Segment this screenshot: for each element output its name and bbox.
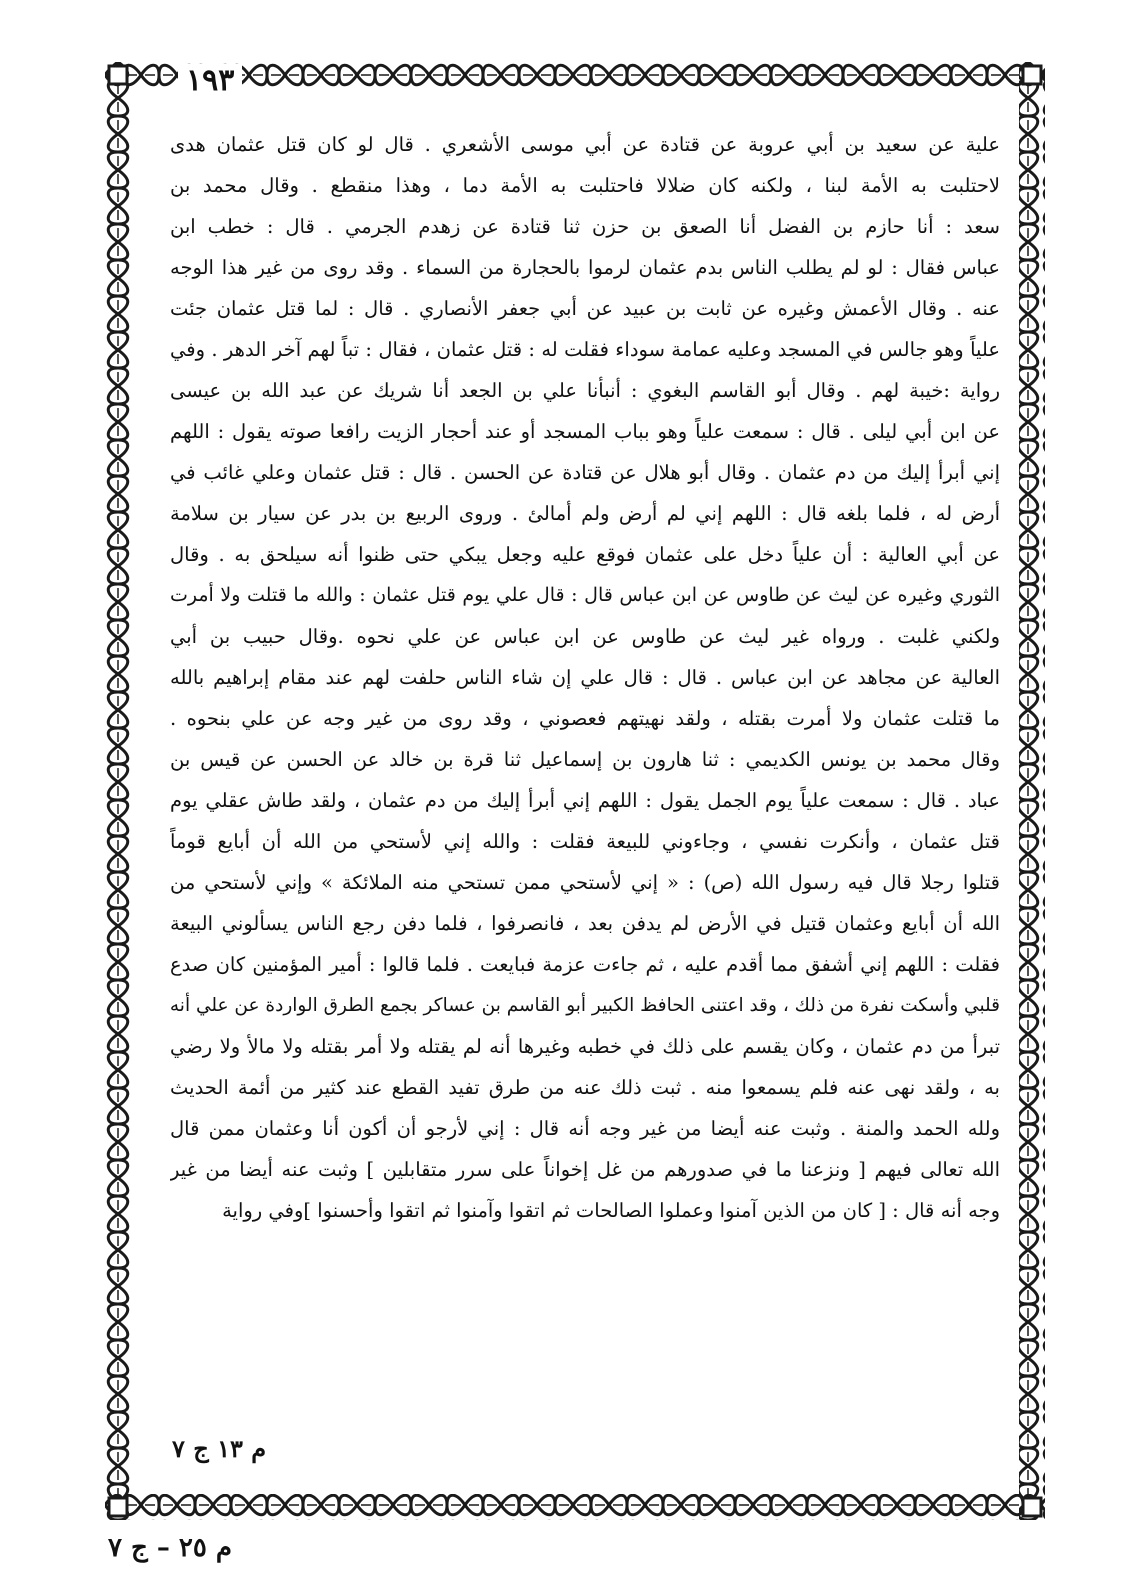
text-line: علية عن سعيد بن أبي عروبة عن قتادة عن أبي موسى الأشعري . قال لو كان قتل عثمان هدى xyxy=(170,133,1000,156)
text-line: عن ابن أبي ليلى . قال : سمعت علياً وهو بباب المسجد أو عند أحجار الزيت رافعا صوته يقول : اللهم xyxy=(170,420,1000,443)
text-line: الله أن أبايع وعثمان قتيل في الأرض لم يدفن بعد ، فانصرفوا ، فلما دفن رجع الناس يسألوني البيعة xyxy=(170,912,1000,935)
text-line: أرض له ، فلما بلغه قال : اللهم إني لم أرض ولم أمالئ . وروى الربيع بن بدر عن سيار بن سلامة xyxy=(170,502,1000,525)
text-line: قتل عثمان ، وأنكرت نفسي ، وجاءوني للبيعة فقلت : والله إني لأستحي من الله أن أبايع قوماً xyxy=(170,830,1000,853)
text-line: إني أبرأ إليك من دم عثمان . وقال أبو هلال عن قتادة عن الحسن . قال : قتل عثمان وعلي غائب في xyxy=(170,461,1000,484)
text-line: سعد : أنا حازم بن الفضل أنا الصعق بن حزن ثنا قتادة عن زهدم الجرمي . قال : خطب ابن xyxy=(170,215,1000,238)
signature-mark-inner: م ١٣ ج ٧ xyxy=(172,1434,267,1463)
text-line: العالية عن مجاهد عن ابن عباس . قال : قال علي إن شاء الناس حلفت لهم عند مقام إبراهيم بالله xyxy=(170,666,1000,689)
text-line: الثوري وغيره عن ليث عن طاوس عن ابن عباس قال : قال علي يوم قتل عثمان : والله ما قتلت ولا أمرت xyxy=(170,584,1000,606)
text-line: فقلت : اللهم إني أشفق مما أقدم عليه ، ثم جاءت عزمة فبايعت . فلما قالوا : أمير المؤمنين كان صدع xyxy=(170,953,1000,976)
text-line: به ، ولقد نهى عنه فلم يسمعوا منه . ثبت ذلك عنه من طرق تفيد القطع عند كثير من أئمة الحديث xyxy=(170,1076,1000,1099)
text-line: عباس فقال : لو لم يطلب الناس بدم عثمان لرموا بالحجارة من السماء . وقد روى من غير هذا الوجه xyxy=(170,256,1000,279)
text-line: علياً وهو جالس في المسجد وعليه عمامة سوداء فقلت له : قتل عثمان ، فقال : تباً لهم آخر الدهر . وفي xyxy=(170,338,1000,361)
text-line: تبرأ من دم عثمان ، وكان يقسم على ذلك في خطبه وغيرها أنه لم يقتله ولا أمر بقتله ولا مالأ ولا رضي xyxy=(170,1035,1000,1058)
text-line: عباد . قال : سمعت علياً يوم الجمل يقول : اللهم إني أبرأ إليك من دم عثمان ، ولقد طاش عقلي يوم xyxy=(170,789,1000,812)
text-line: عنه . وقال الأعمش وغيره عن ثابت بن عبيد عن أبي جعفر الأنصاري . قال : لما قتل عثمان جئت xyxy=(170,297,1000,320)
text-line: ولكني غلبت . ورواه غير ليث عن طاوس عن ابن عباس عن علي نحوه .وقال حبيب بن أبي xyxy=(170,625,1000,648)
text-line: ما قتلت عثمان ولا أمرت بقتله ، ولقد نهيتهم فعصوني ، وقد روى من غير وجه عن علي بنحوه . xyxy=(170,707,1000,730)
text-line: وقال محمد بن يونس الكديمي : ثنا هارون بن إسماعيل ثنا قرة بن خالد عن الحسن عن قيس بن xyxy=(170,748,1000,771)
signature-mark-outer: م ٢٥ – ج ٧ xyxy=(108,1533,233,1563)
text-line: الله تعالى فيهم [ ونزعنا ما في صدورهم من غل إخواناً على سرر متقابلين ] وثبت عنه أيضا من غير xyxy=(170,1158,1000,1181)
text-line: قلبي وأسكت نفرة من ذلك ، وقد اعتنى الحافظ الكبير أبو القاسم بن عساكر بجمع الطرق الواردة عن علي أنه xyxy=(170,995,1000,1016)
body-text xyxy=(170,124,1000,1231)
text-line: قتلوا رجلا قال فيه رسول الله (ص) : « إني لأستحي ممن تستحي منه الملائكة » وإني لأستحي من xyxy=(170,871,1000,894)
text-line: عن أبي العالية : أن علياً دخل على عثمان فوقع عليه وجعل يبكي حتى ظنوا أنه سيلحق به . وقال xyxy=(170,543,1000,566)
page-number: ١٩٣ xyxy=(178,64,242,98)
text-line: رواية :خيبة لهم . وقال أبو القاسم البغوي : أنبأنا علي بن الجعد أنا شريك عن عبد الله بن عيسى xyxy=(170,379,1000,402)
text-line: لاحتلبت به الأمة لبنا ، ولكنه كان ضلالا فاحتلبت به الأمة دما ، وهذا منقطع . وقال محمد بن xyxy=(170,174,1000,197)
text-line: وجه أنه قال : [ كان من الذين آمنوا وعملوا الصالحات ثم اتقوا وآمنوا ثم اتقوا وأحسنوا ]وفي رواية xyxy=(222,1199,1000,1222)
text-line: ولله الحمد والمنة . وثبت عنه أيضا من غير وجه أنه قال : إني لأرجو أن أكون أنا وعثمان ممن قال xyxy=(170,1117,1000,1140)
